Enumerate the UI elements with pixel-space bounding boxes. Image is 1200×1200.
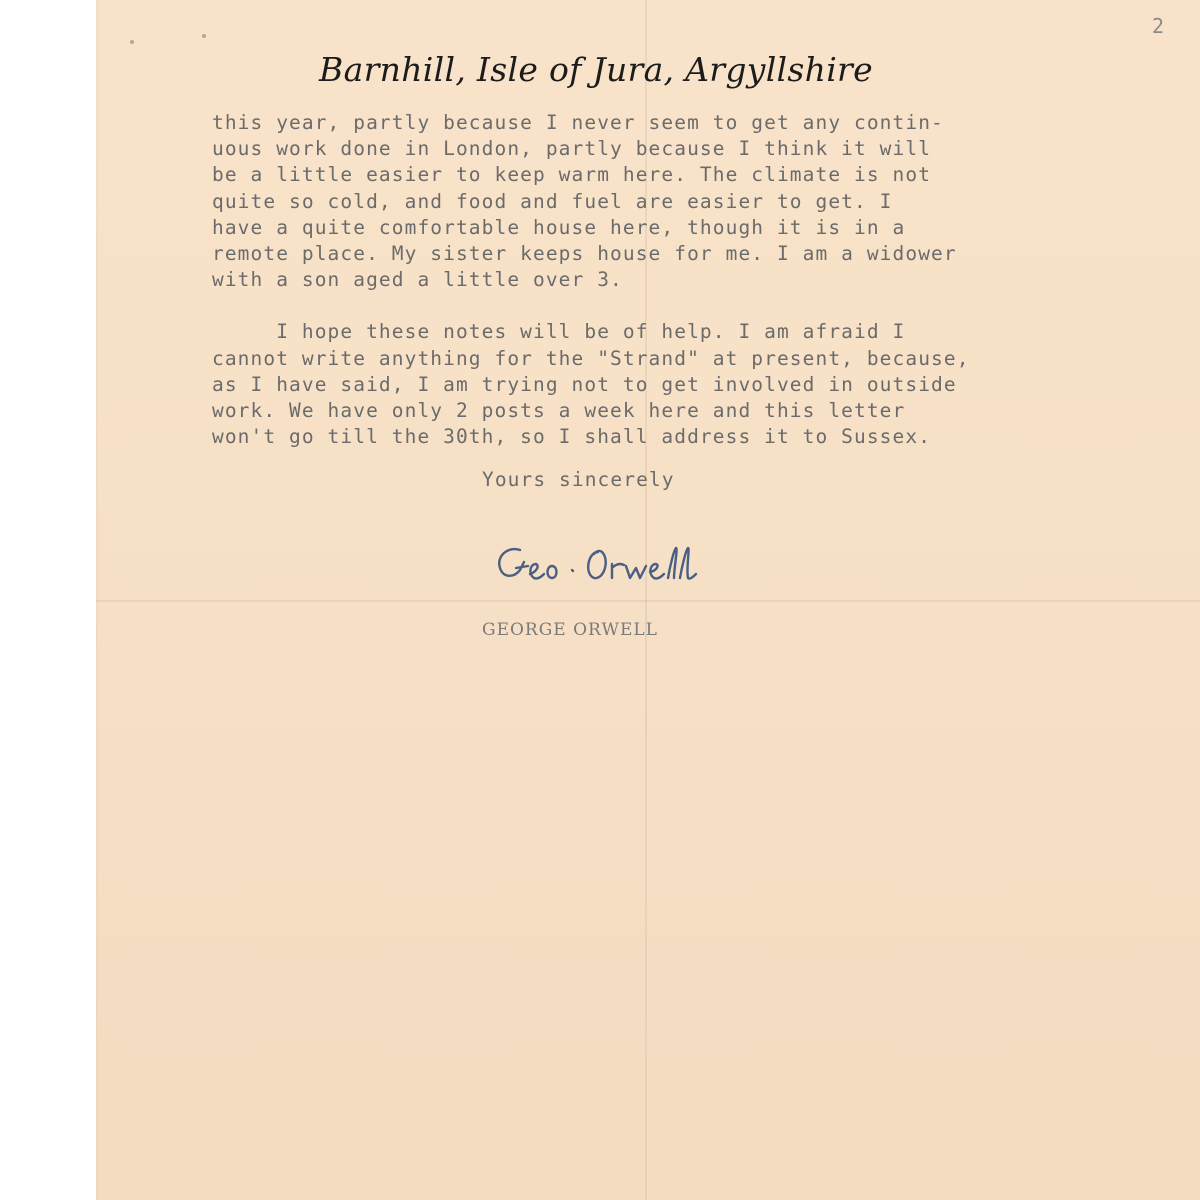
typed-signatory-name: GEORGE ORWELL <box>482 620 658 640</box>
paper-speck <box>202 34 206 38</box>
paper-speck <box>130 40 134 44</box>
text-line: won't go till the 30th, so I shall address it to Sussex. <box>212 425 932 449</box>
text-line: remote place. My sister keeps house for me. I am a widower <box>212 242 957 266</box>
letter-body <box>212 110 1132 450</box>
text-line: I hope these notes will be of help. I am afraid I <box>212 320 906 344</box>
paragraph-1 <box>212 110 1132 293</box>
text-line: quite so cold, and food and fuel are easier to get. I <box>212 189 893 213</box>
page-number: 2 <box>1151 14 1164 38</box>
text-line: cannot write anything for the "Strand" at present, because, <box>212 346 970 370</box>
text-line: work. We have only 2 posts a week here and this letter <box>212 399 906 423</box>
text-line: have a quite comfortable house here, though it is in a <box>212 215 906 239</box>
paper-fold-horizontal <box>96 600 1200 602</box>
text-line: as I have said, I am trying not to get involved in outside <box>212 372 957 396</box>
text-line: uous work done in London, partly because I think it will <box>212 137 932 161</box>
handwritten-signature <box>490 538 710 598</box>
text-line: be a little easier to keep warm here. The climate is not <box>212 163 932 187</box>
letter-page <box>96 0 1200 1200</box>
closing-salutation: Yours sincerely <box>482 468 675 491</box>
text-line: this year, partly because I never seem to get any contin- <box>212 111 944 134</box>
text-line: with a son aged a little over 3. <box>212 268 623 292</box>
paragraph-2 <box>212 319 1132 450</box>
paragraph-gap <box>212 293 1132 319</box>
letterhead-address: Barnhill, Isle of Jura, Argyllshire <box>319 50 873 89</box>
